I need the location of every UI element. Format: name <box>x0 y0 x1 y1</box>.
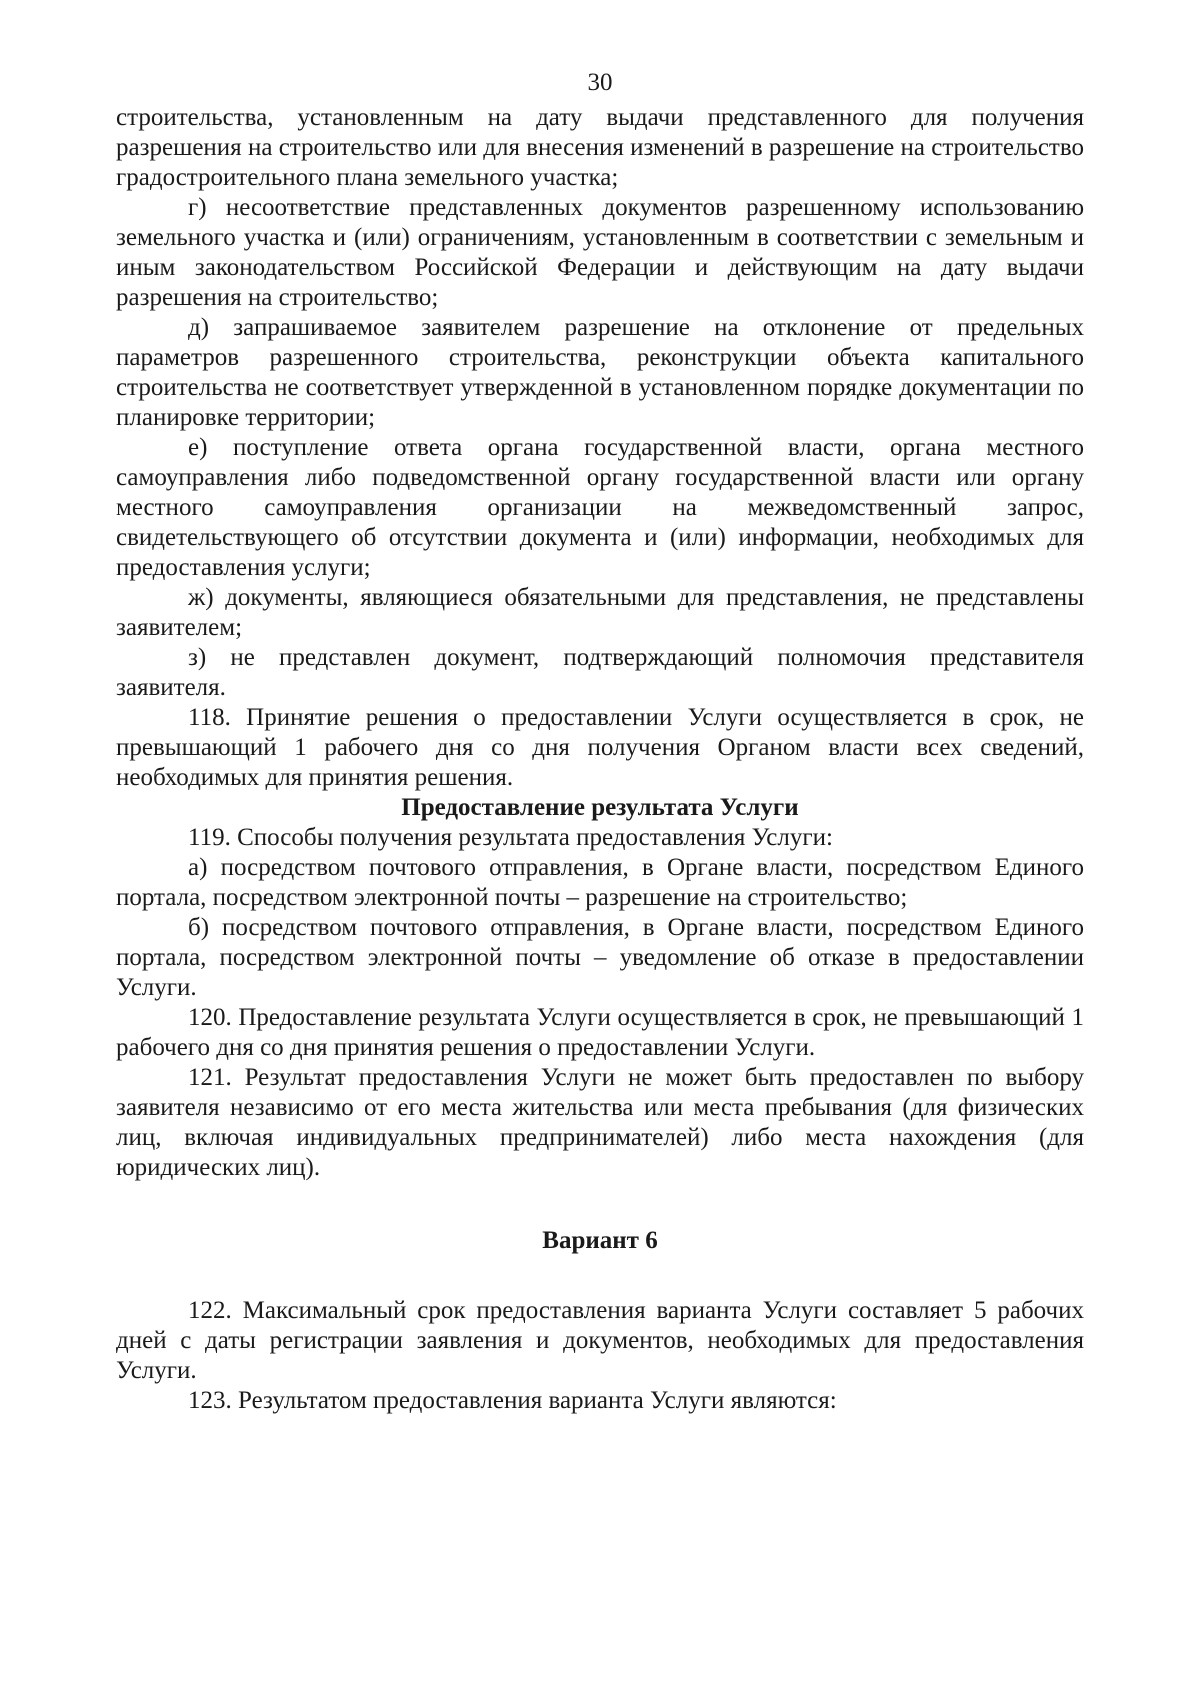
paragraph-119: 119. Способы получения результата предоставления Услуги: <box>188 824 833 851</box>
paragraph-120: 120. Предоставление результата Услуги осуществляется в срок, не превышающий 1 рабочего дня со дня принятия решения о предоставлении Услуги. <box>116 1004 1084 1061</box>
paragraph-item-z: з) не представлен документ, подтверждающий полномочия представителя заявителя. <box>116 644 1084 701</box>
section-heading: Предоставление результата Услуги <box>401 794 799 821</box>
paragraph-item-zh: ж) документы, являющиеся обязательными для представления, не представлены заявителем; <box>116 584 1084 641</box>
paragraph-118: 118. Принятие решения о предоставлении Услуги осуществляется в срок, не превышающий 1 рабочего дня со дня получения Органом власти всех сведений, необходимых для принятия решения. <box>116 704 1084 791</box>
paragraph-continuation: строительства, установленным на дату выдачи представленного для получения разрешения на строительство или для внесения изменений в разрешение на строительство градостроительного плана земельного участка; <box>116 104 1084 191</box>
paragraph-121: 121. Результат предоставления Услуги не может быть предоставлен по выбору заявителя независимо от его места жительства или места пребывания (для физических лиц, включая индивидуальных предпринимателей) либо места нахождения (для юридических лиц). <box>116 1064 1084 1181</box>
variant-heading: Вариант 6 <box>542 1227 658 1254</box>
paragraph-item-g: г) несоответствие представленных документов разрешенному использованию земельного участка и (или) ограничениям, установленным в соответствии с земельным и иным законодательством Российской Федерации и действующим на дату выдачи разрешения на строительство; <box>116 194 1084 311</box>
paragraph-122: 122. Максимальный срок предоставления варианта Услуги составляет 5 рабочих дней с даты регистрации заявления и документов, необходимых для предоставления Услуги. <box>116 1297 1084 1384</box>
document-body <box>116 103 1084 1416</box>
page-number: 30 <box>587 69 613 96</box>
paragraph-item-d: д) запрашиваемое заявителем разрешение на отклонение от предельных параметров разрешенного строительства, реконструкции объекта капитального строительства не соответствует утвержденной в установленном порядке документации по планировке территории; <box>116 314 1084 431</box>
paragraph-item-b: б) посредством почтового отправления, в Органе власти, посредством Единого портала, посредством электронной почты – уведомление об отказе в предоставлении Услуги. <box>116 914 1084 1001</box>
paragraph-123: 123. Результатом предоставления варианта Услуги являются: <box>188 1387 837 1414</box>
paragraph-item-a: а) посредством почтового отправления, в Органе власти, посредством Единого портала, посредством электронной почты – разрешение на строительство; <box>116 854 1084 911</box>
paragraph-item-e: е) поступление ответа органа государственной власти, органа местного самоуправления либо подведомственной органу государственной власти или органу местного самоуправления организации на межведомственный запрос, свидетельствующего об отсутствии документа и (или) информации, необходимых для предоставления услуги; <box>116 434 1084 581</box>
